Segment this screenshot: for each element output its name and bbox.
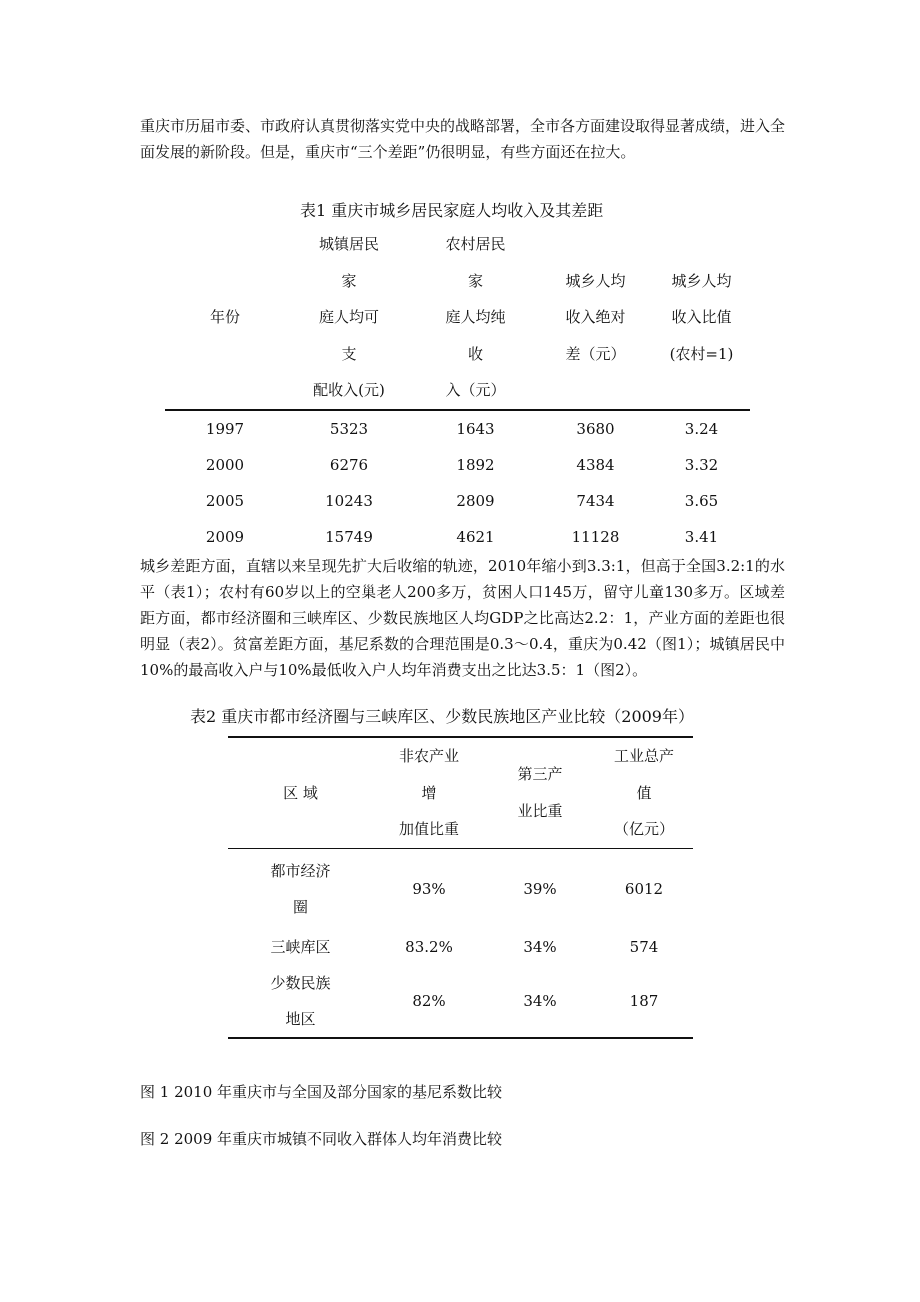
table2-header-industrial-output: 工业总产 值 （亿元）: [595, 737, 693, 848]
table-row: [228, 848, 693, 929]
table-cell: 2809: [456, 491, 495, 510]
table-cell: 2000: [205, 455, 245, 474]
table-cell: 5323: [329, 419, 369, 438]
table1-header-rural-income: 农村居民 家 庭人均纯 收 入（元）: [413, 226, 538, 410]
industry-table: [228, 736, 693, 1039]
table1-header-abs-gap: 城乡人均 收入绝对 差（元）: [538, 226, 653, 410]
table2-header-region: 区 域: [228, 737, 373, 848]
table-cell: 6276: [329, 455, 369, 474]
table-cell: 93%: [412, 879, 446, 898]
table-cell: 1643: [456, 419, 495, 438]
table2-header-nonagri-share: 非农产业 增 加值比重: [373, 737, 485, 848]
income-table: [165, 226, 750, 555]
table-row: [228, 929, 693, 965]
table-cell: 3.65: [684, 491, 719, 510]
figure2-caption: 图 2 2009 年重庆市城镇不同收入群体人均年消费比较: [140, 1130, 503, 1148]
table1-header-ratio: 城乡人均 收入比值 (农村=1): [653, 226, 750, 410]
table-cell: 34%: [523, 937, 557, 956]
table-cell: 11128: [571, 527, 620, 546]
table-cell: 39%: [523, 879, 557, 898]
table2-header-row: [228, 737, 693, 848]
table-cell: 6012: [624, 879, 664, 898]
table-cell: 15749: [325, 527, 373, 546]
table-cell: 3.41: [684, 527, 719, 546]
table-cell: 4621: [456, 527, 495, 546]
table-cell: 都市经济 圈: [270, 861, 331, 916]
table-cell: 82%: [373, 965, 485, 1038]
table-cell: 34%: [485, 965, 595, 1038]
table1-header-row: [165, 226, 750, 410]
table-cell: 2009: [205, 527, 245, 546]
table-cell: 3.32: [684, 455, 719, 474]
table-cell: 少数民族 地区: [228, 965, 373, 1038]
table-cell: 7434: [576, 491, 615, 510]
figure1-caption: 图 1 2010 年重庆市与全国及部分国家的基尼系数比较: [140, 1083, 503, 1101]
table-cell: 3.24: [684, 419, 719, 438]
table-cell: 83.2%: [405, 937, 453, 956]
table-row: [228, 965, 693, 1038]
table-cell: 2005: [205, 491, 245, 510]
table-cell: 三峡库区: [270, 937, 331, 956]
disparity-paragraph: 城乡差距方面，直辖以来呈现先扩大后收缩的轨迹，2010年缩小到3.3:1，但高于全国3.2:1的水平（表1）；农村有60岁以上的空巢老人200多万，贫困人口145万，留守儿童130多万。区域差距方面，都市经济圈和三峡库区、少数民族地区人均GDP之比高达2.2：1，产业方面的差距也很明显（表2）。贫富差距方面，基尼系数的合理范围是0.3～0.4，重庆为0.42（图1）；城镇居民中10%的最高收入户与10%最低收入户人均年消费支出之比达3.5：1（图2）。: [140, 557, 785, 679]
table-cell: 3680: [576, 419, 615, 438]
table1-header-year: 年份: [165, 226, 285, 410]
table2-caption: 表2 重庆市都市经济圈与三峡库区、少数民族地区产业比较（2009年）: [190, 707, 694, 726]
table-cell: 1997: [205, 419, 245, 438]
table-row: [165, 410, 750, 447]
table1-caption: 表1 重庆市城乡居民家庭人均收入及其差距: [300, 201, 604, 220]
table-cell: 574: [629, 937, 659, 956]
table-cell: 10243: [325, 491, 373, 510]
table2-header-tertiary-share: 第三产 业比重: [485, 737, 595, 848]
table-row: [165, 447, 750, 483]
table-row: [165, 519, 750, 555]
intro-paragraph: 重庆市历届市委、市政府认真贯彻落实党中央的战略部署，全市各方面建设取得显著成绩，进入全面发展的新阶段。但是，重庆市“三个差距”仍很明显，有些方面还在拉大。: [140, 117, 786, 161]
table-cell: 187: [595, 965, 693, 1038]
table-cell: 4384: [576, 455, 615, 474]
table-cell: 1892: [456, 455, 495, 474]
table-row: [165, 483, 750, 519]
table1-header-urban-income: 城镇居民 家 庭人均可 支 配收入(元): [285, 226, 413, 410]
